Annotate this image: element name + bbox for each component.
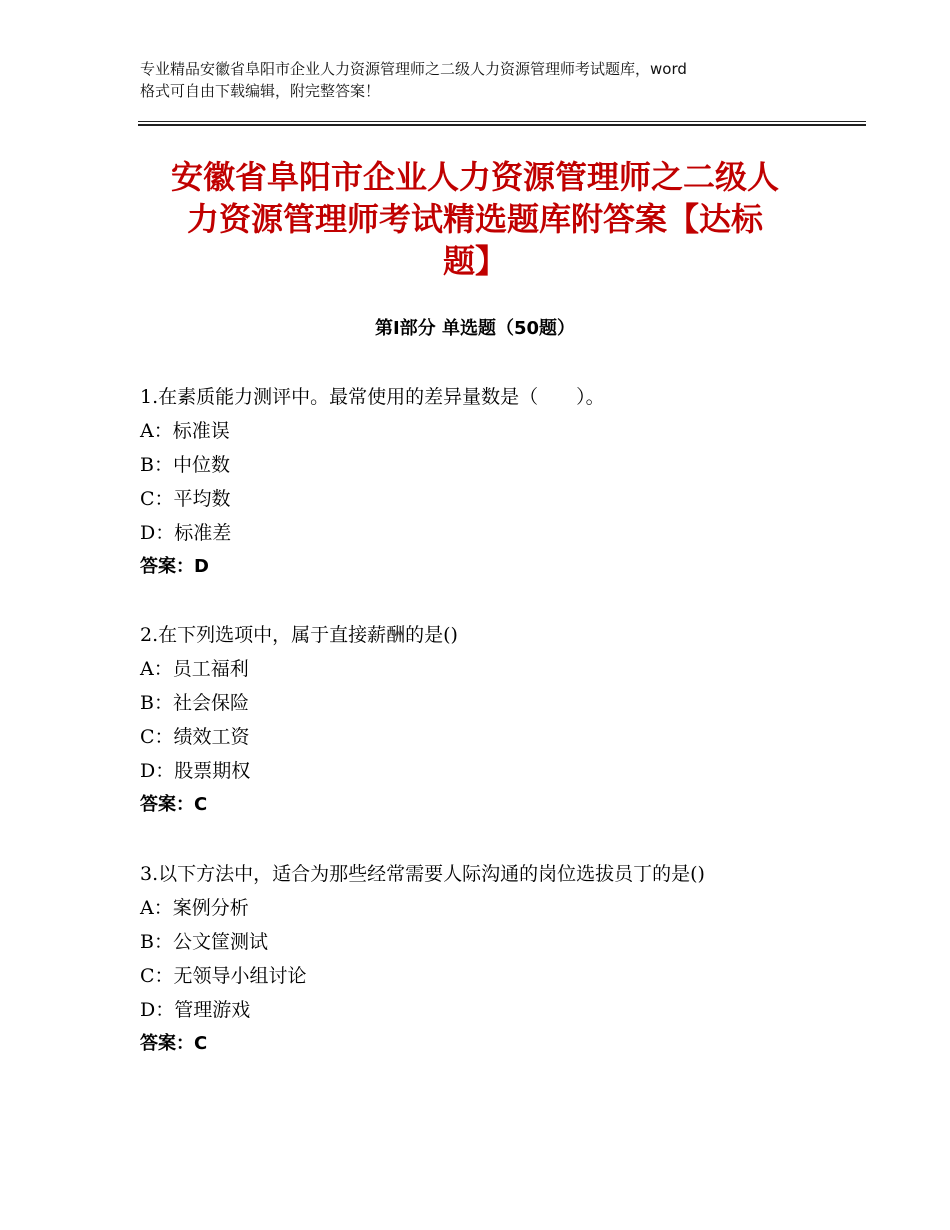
option-c: C：绩效工资 bbox=[140, 726, 250, 748]
document-title-line-3: 题】 bbox=[442, 242, 507, 280]
question-stem: 2.在下列选项中，属于直接薪酬的是() bbox=[140, 624, 458, 646]
answer-text: 答案：D bbox=[140, 556, 209, 577]
option-b: B：中位数 bbox=[140, 454, 230, 476]
question-1 bbox=[140, 380, 840, 584]
header-note-line-1: 专业精品安徽省阜阳市企业人力资源管理师之二级人力资源管理师考试题库，word bbox=[140, 60, 687, 78]
option-a: A：员工福利 bbox=[140, 658, 249, 680]
option-b: B：社会保险 bbox=[140, 692, 249, 714]
section-title: 第Ⅰ部分 单选题（50题） bbox=[374, 318, 575, 339]
option-a: A：案例分析 bbox=[140, 897, 249, 919]
answer-text: 答案：C bbox=[140, 794, 208, 815]
document-title bbox=[140, 156, 810, 282]
document-title-line-1: 安徽省阜阳市企业人力资源管理师之二级人 bbox=[170, 158, 779, 196]
header-divider-thick bbox=[138, 124, 866, 126]
answer-text: 答案：C bbox=[140, 1033, 208, 1054]
option-b: B：公文筐测试 bbox=[140, 931, 268, 953]
header-note bbox=[140, 58, 840, 102]
question-2 bbox=[140, 618, 840, 822]
question-3 bbox=[140, 857, 840, 1061]
document-title-line-2: 力资源管理师考试精选题库附答案【达标 bbox=[186, 200, 763, 238]
option-d: D：股票期权 bbox=[140, 760, 251, 782]
option-d: D：管理游戏 bbox=[140, 999, 251, 1021]
option-c: C：平均数 bbox=[140, 488, 231, 510]
option-d: D：标准差 bbox=[140, 522, 232, 544]
question-stem: 1.在素质能力测评中。最常使用的差异量数是（ ）。 bbox=[140, 386, 605, 408]
header-divider-thin bbox=[138, 121, 866, 122]
question-stem: 3.以下方法中，适合为那些经常需要人际沟通的岗位选拔员丁的是() bbox=[140, 863, 705, 885]
option-a: A：标准误 bbox=[140, 420, 230, 442]
header-note-line-2: 格式可自由下载编辑，附完整答案！ bbox=[140, 82, 381, 100]
option-c: C：无领导小组讨论 bbox=[140, 965, 307, 987]
